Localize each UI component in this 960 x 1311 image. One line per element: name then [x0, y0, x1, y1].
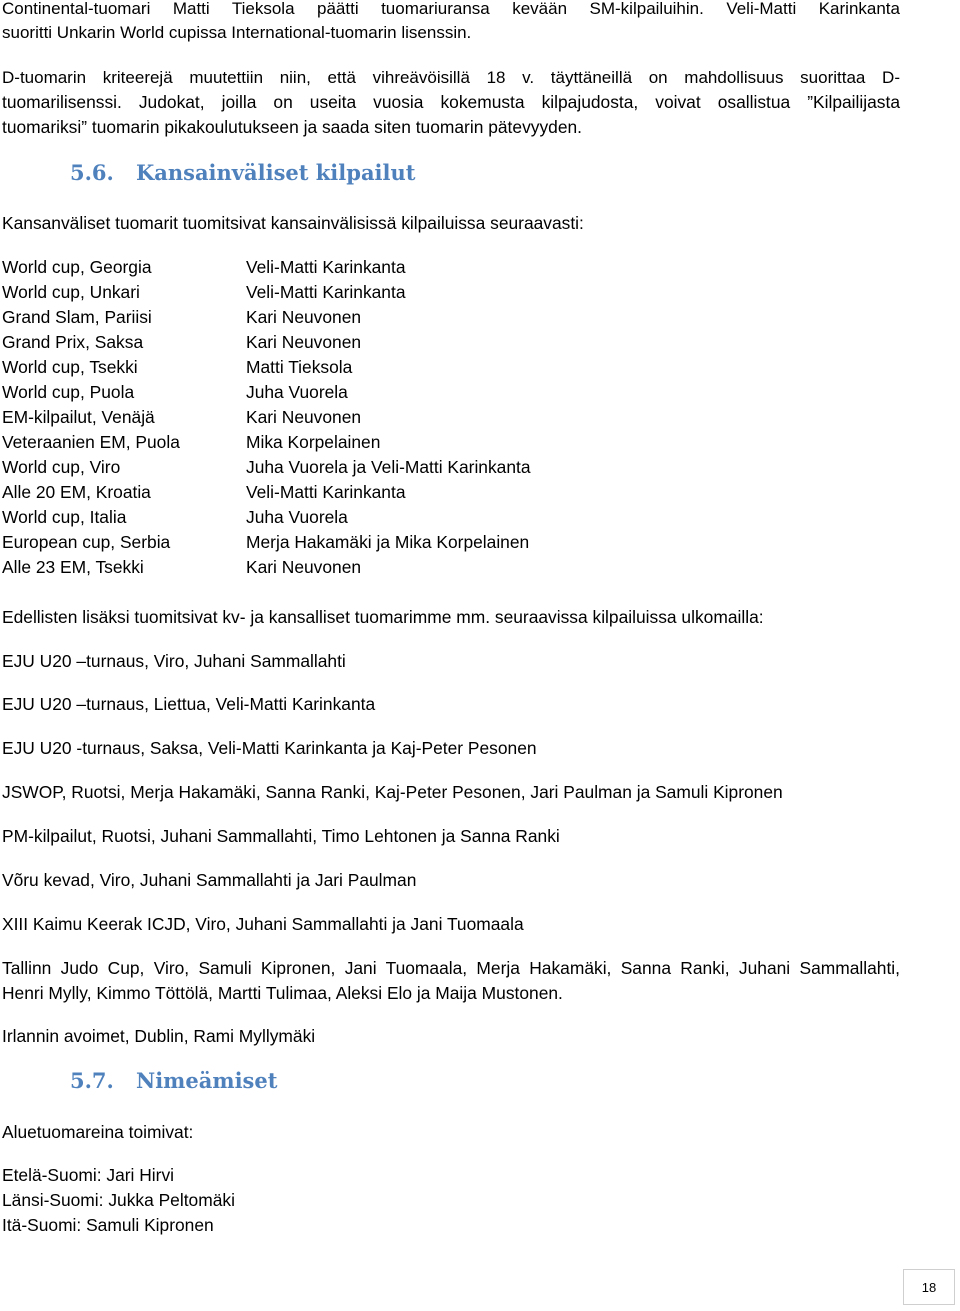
- referee-cell: Mika Korpelainen: [246, 432, 381, 452]
- list-item: EJU U20 -turnaus, Saksa, Veli-Matti Karinkanta ja Kaj-Peter Pesonen: [2, 738, 537, 758]
- referee-cell: Juha Vuorela: [246, 507, 348, 527]
- section-intro: Kansanväliset tuomarit tuomitsivat kansainvälisissä kilpailuissa seuraavasti:: [2, 213, 584, 233]
- list-item: Länsi-Suomi: Jukka Peltomäki: [2, 1190, 235, 1210]
- intro-paragraph-2-line-3: tuomariksi” tuomarin pikakoulutukseen ja saada siten tuomarin pätevyyden.: [2, 117, 582, 137]
- list-item: EJU U20 –turnaus, Liettua, Veli-Matti Karinkanta: [2, 694, 376, 714]
- referee-cell: Kari Neuvonen: [246, 557, 362, 577]
- referee-cell: Matti Tieksola: [246, 357, 353, 377]
- section-heading-5-7: [70, 1066, 277, 1096]
- additional-competitions-intro: Edellisten lisäksi tuomitsivat kv- ja kansalliset tuomarimme mm. seuraavissa kilpailuissa ulkomailla:: [2, 607, 764, 627]
- referee-cell: Merja Hakamäki ja Mika Korpelainen: [246, 532, 530, 552]
- referee-cell: Kari Neuvonen: [246, 407, 362, 427]
- list-item: PM-kilpailut, Ruotsi, Juhani Sammallahti, Timo Lehtonen ja Sanna Ranki: [2, 826, 560, 846]
- intro-paragraph-2-line-2: tuomarilisenssi. Judokat, joilla on useita vuosia kokemusta kilpajudosta, voivat osallistua ”Kilpailijasta: [2, 92, 900, 112]
- list-item: Võru kevad, Viro, Juhani Sammallahti ja Jari Paulman: [2, 870, 417, 890]
- intro-paragraph-2-line-1: D-tuomarin kriteerejä muutettiin niin, että vihreävöisillä 18 v. täyttäneillä on mahdollisuus suorittaa D-: [2, 68, 900, 87]
- event-cell: Alle 20 EM, Kroatia: [2, 482, 151, 502]
- referee-cell: Veli-Matti Karinkanta: [246, 257, 406, 277]
- list-item: EJU U20 –turnaus, Viro, Juhani Sammallahti: [2, 651, 346, 671]
- event-cell: World cup, Tsekki: [2, 357, 138, 377]
- referee-cell: Veli-Matti Karinkanta: [246, 482, 406, 502]
- intro-paragraph-1-line-1: Continental-tuomari Matti Tieksola päätti tuomariuransa kevään SM-kilpailuihin. Veli-Matti Karinkanta: [2, 0, 900, 18]
- event-cell: World cup, Viro: [2, 457, 121, 477]
- event-cell: World cup, Georgia: [2, 257, 152, 277]
- page-number: 18: [921, 1279, 937, 1295]
- event-cell: Veteraanien EM, Puola: [2, 432, 180, 452]
- tallinn-line-1: Tallinn Judo Cup, Viro, Samuli Kipronen, Jani Tuomaala, Merja Hakamäki, Sanna Ranki, Juhani Sammallahti,: [2, 958, 900, 978]
- event-cell: World cup, Italia: [2, 507, 127, 527]
- event-cell: European cup, Serbia: [2, 532, 171, 552]
- section-number: 5.7.: [70, 1068, 114, 1093]
- regional-referees-intro: Aluetuomareina toimivat:: [2, 1122, 194, 1142]
- event-cell: EM-kilpailut, Venäjä: [2, 407, 155, 427]
- event-cell: World cup, Puola: [2, 382, 135, 402]
- section-title: Kansainväliset kilpailut: [136, 160, 416, 185]
- referee-cell: Juha Vuorela: [246, 382, 348, 402]
- list-item: Etelä-Suomi: Jari Hirvi: [2, 1165, 175, 1185]
- section-heading-5-6: [70, 158, 415, 188]
- referee-cell: Kari Neuvonen: [246, 332, 362, 352]
- section-number: 5.6.: [70, 160, 114, 185]
- dublin-line: Irlannin avoimet, Dublin, Rami Myllymäki: [2, 1026, 316, 1046]
- event-cell: Grand Prix, Saksa: [2, 332, 144, 352]
- list-item: JSWOP, Ruotsi, Merja Hakamäki, Sanna Ranki, Kaj-Peter Pesonen, Jari Paulman ja Samuli Kipronen: [2, 782, 783, 802]
- page-number-box: [903, 1269, 955, 1305]
- event-cell: Grand Slam, Pariisi: [2, 307, 152, 327]
- event-cell: Alle 23 EM, Tsekki: [2, 557, 144, 577]
- referee-cell: Kari Neuvonen: [246, 307, 362, 327]
- intro-paragraph-1-line-2: suoritti Unkarin World cupissa International-tuomarin lisenssin.: [2, 23, 472, 42]
- tallinn-line-2: Henri Mylly, Kimmo Töttölä, Martti Tulimaa, Aleksi Elo ja Maija Mustonen.: [2, 983, 563, 1003]
- list-item: XIII Kaimu Keerak ICJD, Viro, Juhani Sammallahti ja Jani Tuomaala: [2, 914, 524, 934]
- event-cell: World cup, Unkari: [2, 282, 140, 302]
- section-title: Nimeämiset: [136, 1068, 278, 1093]
- referee-cell: Veli-Matti Karinkanta: [246, 282, 406, 302]
- list-item: Itä-Suomi: Samuli Kipronen: [2, 1215, 214, 1235]
- referee-cell: Juha Vuorela ja Veli-Matti Karinkanta: [246, 457, 531, 477]
